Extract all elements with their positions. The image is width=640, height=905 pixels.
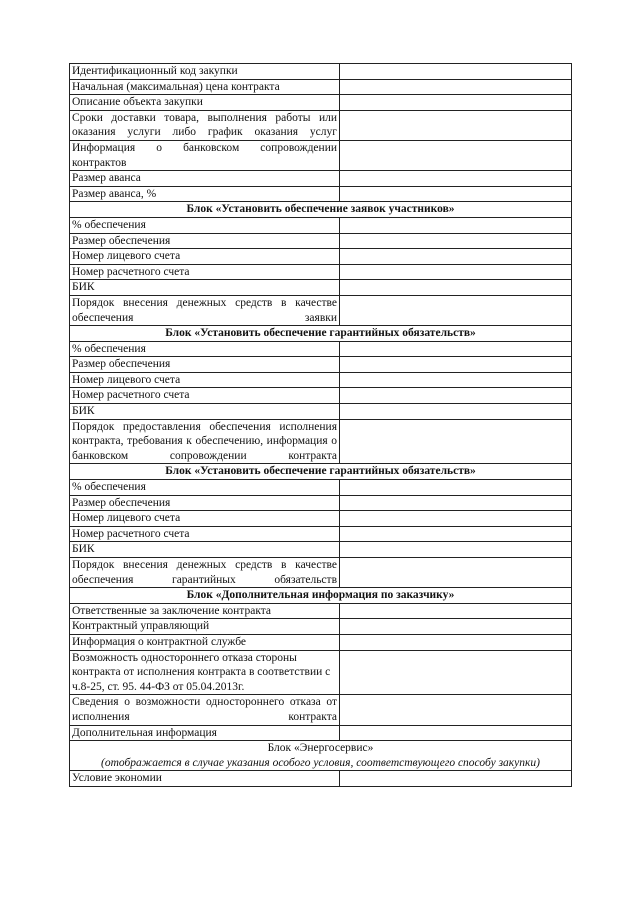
field-value-cell[interactable] xyxy=(340,603,572,619)
field-value-cell[interactable] xyxy=(340,110,572,140)
field-value-cell[interactable] xyxy=(340,419,572,464)
table-row xyxy=(70,558,572,588)
section-header-row xyxy=(70,326,572,342)
field-label: БИК xyxy=(70,280,340,296)
field-label: Информация о банковском сопровождении контрактов xyxy=(70,140,340,170)
section-header: Блок «Установить обеспечение гарантийных обязательств» xyxy=(70,326,572,342)
table-row xyxy=(70,79,572,95)
field-label: % обеспечения xyxy=(70,480,340,496)
section-header: Блок «Установить обеспечение гарантийных обязательств» xyxy=(70,464,572,480)
table-row xyxy=(70,511,572,527)
field-value-cell[interactable] xyxy=(340,388,572,404)
field-label: Номер лицевого счета xyxy=(70,511,340,527)
table-row xyxy=(70,388,572,404)
field-value-cell[interactable] xyxy=(340,634,572,650)
field-value-cell[interactable] xyxy=(340,217,572,233)
table-row xyxy=(70,480,572,496)
table-row xyxy=(70,650,572,695)
field-label: Номер расчетного счета xyxy=(70,388,340,404)
field-value-cell[interactable] xyxy=(340,95,572,111)
section-header-row xyxy=(70,202,572,218)
table-row xyxy=(70,634,572,650)
field-value-cell[interactable] xyxy=(340,511,572,527)
field-value-cell[interactable] xyxy=(340,650,572,695)
field-value-cell[interactable] xyxy=(340,372,572,388)
field-value-cell[interactable] xyxy=(340,64,572,80)
table-row xyxy=(70,110,572,140)
field-label: Сведения о возможности одностороннего отказа от исполнения контракта xyxy=(70,695,340,725)
field-value-cell[interactable] xyxy=(340,725,572,741)
table-row xyxy=(70,95,572,111)
table-row xyxy=(70,725,572,741)
section-header-row xyxy=(70,588,572,604)
field-value-cell[interactable] xyxy=(340,341,572,357)
field-label: Контрактный управляющий xyxy=(70,619,340,635)
field-value-cell[interactable] xyxy=(340,249,572,265)
table-row xyxy=(70,186,572,202)
table-body xyxy=(70,64,572,787)
table-row xyxy=(70,233,572,249)
section-note-title: Блок «Энергосервис» xyxy=(267,742,374,755)
field-value-cell[interactable] xyxy=(340,771,572,787)
field-value-cell[interactable] xyxy=(340,264,572,280)
table-row xyxy=(70,404,572,420)
field-label: Размер обеспечения xyxy=(70,495,340,511)
field-label: Информация о контрактной службе xyxy=(70,634,340,650)
field-label: Номер расчетного счета xyxy=(70,526,340,542)
field-value-cell[interactable] xyxy=(340,186,572,202)
field-label: Сроки доставки товара, выполнения работы или оказания услуги либо график оказания услуг xyxy=(70,110,340,140)
table-row xyxy=(70,249,572,265)
field-value-cell[interactable] xyxy=(340,480,572,496)
table-row xyxy=(70,140,572,170)
table-row xyxy=(70,64,572,80)
field-label: Размер обеспечения xyxy=(70,357,340,373)
field-value-cell[interactable] xyxy=(340,542,572,558)
field-value-cell[interactable] xyxy=(340,357,572,373)
field-label: Ответственные за заключение контракта xyxy=(70,603,340,619)
table-row xyxy=(70,171,572,187)
field-label: Размер аванса xyxy=(70,171,340,187)
field-label: % обеспечения xyxy=(70,217,340,233)
table-row xyxy=(70,372,572,388)
table-row xyxy=(70,771,572,787)
field-value-cell[interactable] xyxy=(340,171,572,187)
field-label: БИК xyxy=(70,542,340,558)
field-label: Размер обеспечения xyxy=(70,233,340,249)
table-row xyxy=(70,295,572,325)
field-value-cell[interactable] xyxy=(340,495,572,511)
table-row xyxy=(70,695,572,725)
field-label: Порядок внесения денежных средств в качестве обеспечения гарантийных обязательств xyxy=(70,558,340,588)
field-value-cell[interactable] xyxy=(340,619,572,635)
section-header-row xyxy=(70,464,572,480)
field-value-cell[interactable] xyxy=(340,79,572,95)
table-row xyxy=(70,217,572,233)
table-row xyxy=(70,542,572,558)
table-row xyxy=(70,526,572,542)
section-header: Блок «Дополнительная информация по заказчику» xyxy=(70,588,572,604)
field-label: Номер расчетного счета xyxy=(70,264,340,280)
section-note-row xyxy=(70,741,572,771)
section-header: Блок «Установить обеспечение заявок участников» xyxy=(70,202,572,218)
section-note-subtitle: (отображается в случае указания особого условия, соответствующего способу закупки) xyxy=(101,756,540,769)
field-value-cell[interactable] xyxy=(340,526,572,542)
field-label: % обеспечения xyxy=(70,341,340,357)
field-label: Начальная (максимальная) цена контракта xyxy=(70,79,340,95)
field-value-cell[interactable] xyxy=(340,295,572,325)
procurement-form-table xyxy=(69,63,572,787)
field-value-cell[interactable] xyxy=(340,695,572,725)
field-label: Порядок предоставления обеспечения исполнения контракта, требования к обеспечению, информация о банковском сопровождении контракта xyxy=(70,419,340,464)
table-row xyxy=(70,495,572,511)
table-row xyxy=(70,619,572,635)
section-note xyxy=(70,741,572,771)
field-label: Размер аванса, % xyxy=(70,186,340,202)
table-row xyxy=(70,357,572,373)
field-label: Идентификационный код закупки xyxy=(70,64,340,80)
field-label: Описание объекта закупки xyxy=(70,95,340,111)
field-label: Порядок внесения денежных средств в качестве обеспечения заявки xyxy=(70,295,340,325)
field-label: Возможность одностороннего отказа стороны контракта от исполнения контракта в соответствии с ч.8-25, ст. 95. 44-ФЗ от 05.04.2013г. xyxy=(70,650,340,695)
table-row xyxy=(70,280,572,296)
table-row xyxy=(70,603,572,619)
field-value-cell[interactable] xyxy=(340,233,572,249)
field-value-cell[interactable] xyxy=(340,280,572,296)
field-value-cell[interactable] xyxy=(340,140,572,170)
field-label: Номер лицевого счета xyxy=(70,372,340,388)
field-value-cell[interactable] xyxy=(340,404,572,420)
field-label: Номер лицевого счета xyxy=(70,249,340,265)
table-row xyxy=(70,419,572,464)
field-label: Дополнительная информация xyxy=(70,725,340,741)
table-row xyxy=(70,341,572,357)
table-row xyxy=(70,264,572,280)
field-label: Условие экономии xyxy=(70,771,340,787)
field-label: БИК xyxy=(70,404,340,420)
field-value-cell[interactable] xyxy=(340,558,572,588)
